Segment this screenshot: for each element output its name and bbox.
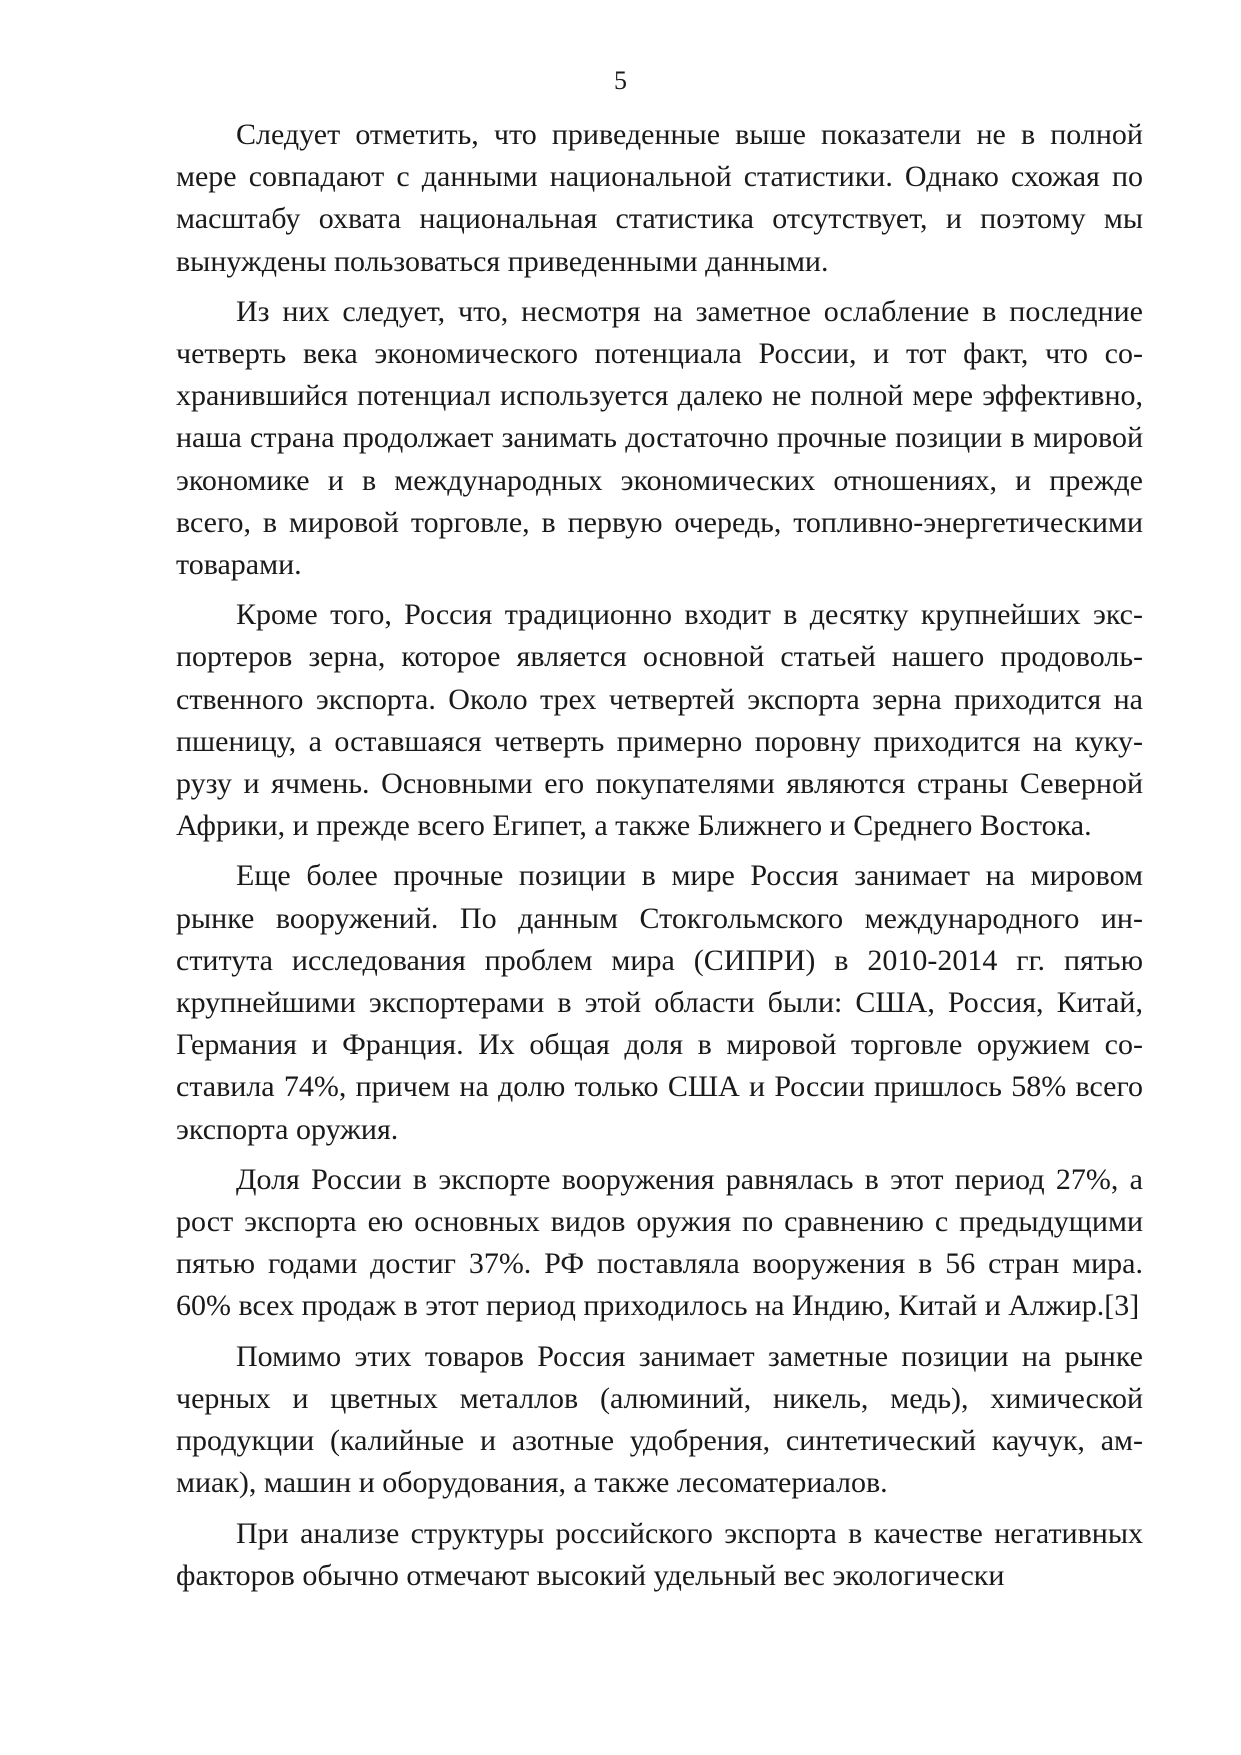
page-number: 5	[614, 66, 627, 95]
paragraph-4: Еще более прочные позиции в мире Россия занимает на мировом рынке вооружений. По данным Стокгольмского международного института исследования проблем мира (СИПРИ) в 2010-2014 гг. пятью крупнейшими экспортерами в этой области были: США, Россия, Китай, Германия и Франция. Их общая доля в мировой торговле оружием составила 74%, причем на долю только США и России пришлось 58% всего экспорта оружия.	[176, 859, 1143, 1146]
body-text	[176, 114, 1143, 1597]
paragraph-5: Доля России в экспорте вооружения равнялась в этот период 27%, а рост экспорта ею основных видов оружия по сравнению с предыдущими пятью годами достиг 37%. РФ поставляла вооружения в 56 стран мира. 60% всех продаж в этот период приходилось на Индию, Китай и Алжир.[3]	[176, 1162, 1143, 1323]
paragraph-2: Из них следует, что, несмотря на заметное ослабление в последние четверть века экономического потенциала России, и тот факт, что сохранившийся потенциал используется далеко не полной мере эффективно, наша страна продолжает занимать достаточно прочные позиции в мировой экономике и в международных экономических отношениях, и прежде всего, в мировой торговле, в первую очередь, топливно-энергетическими товарами.	[176, 294, 1143, 582]
paragraph-6: Помимо этих товаров Россия занимает заметные позиции на рынке черных и цветных металлов (алюминий, никель, медь), химической продукции (калийные и азотные удобрения, синтетический каучук, аммиак), машин и оборудования, а также лесоматериалов.	[176, 1339, 1143, 1500]
paragraph-7: При анализе структуры российского экспорта в качестве негативных факторов обычно отмечают высокий удельный вес экологически	[176, 1516, 1143, 1592]
paragraph-3: Кроме того, Россия традиционно входит в десятку крупнейших экспортеров зерна, которое является основной статьей нашего продовольственного экспорта. Около трех четвертей экспорта зерна приходится на пшеницу, а оставшаяся четверть примерно поровну приходится на кукурузу и ячмень. Основными его покупателями являются страны Северной Африки, и прежде всего Египет, а также Ближнего и Среднего Востока.	[176, 598, 1143, 843]
paragraph-1: Следует отметить, что приведенные выше показатели не в полной мере совпадают с данными национальной статистики. Однако схожая по масштабу охвата национальная статистика отсутствует, и поэтому мы вынуждены пользоваться приведенными данными.	[176, 118, 1143, 278]
